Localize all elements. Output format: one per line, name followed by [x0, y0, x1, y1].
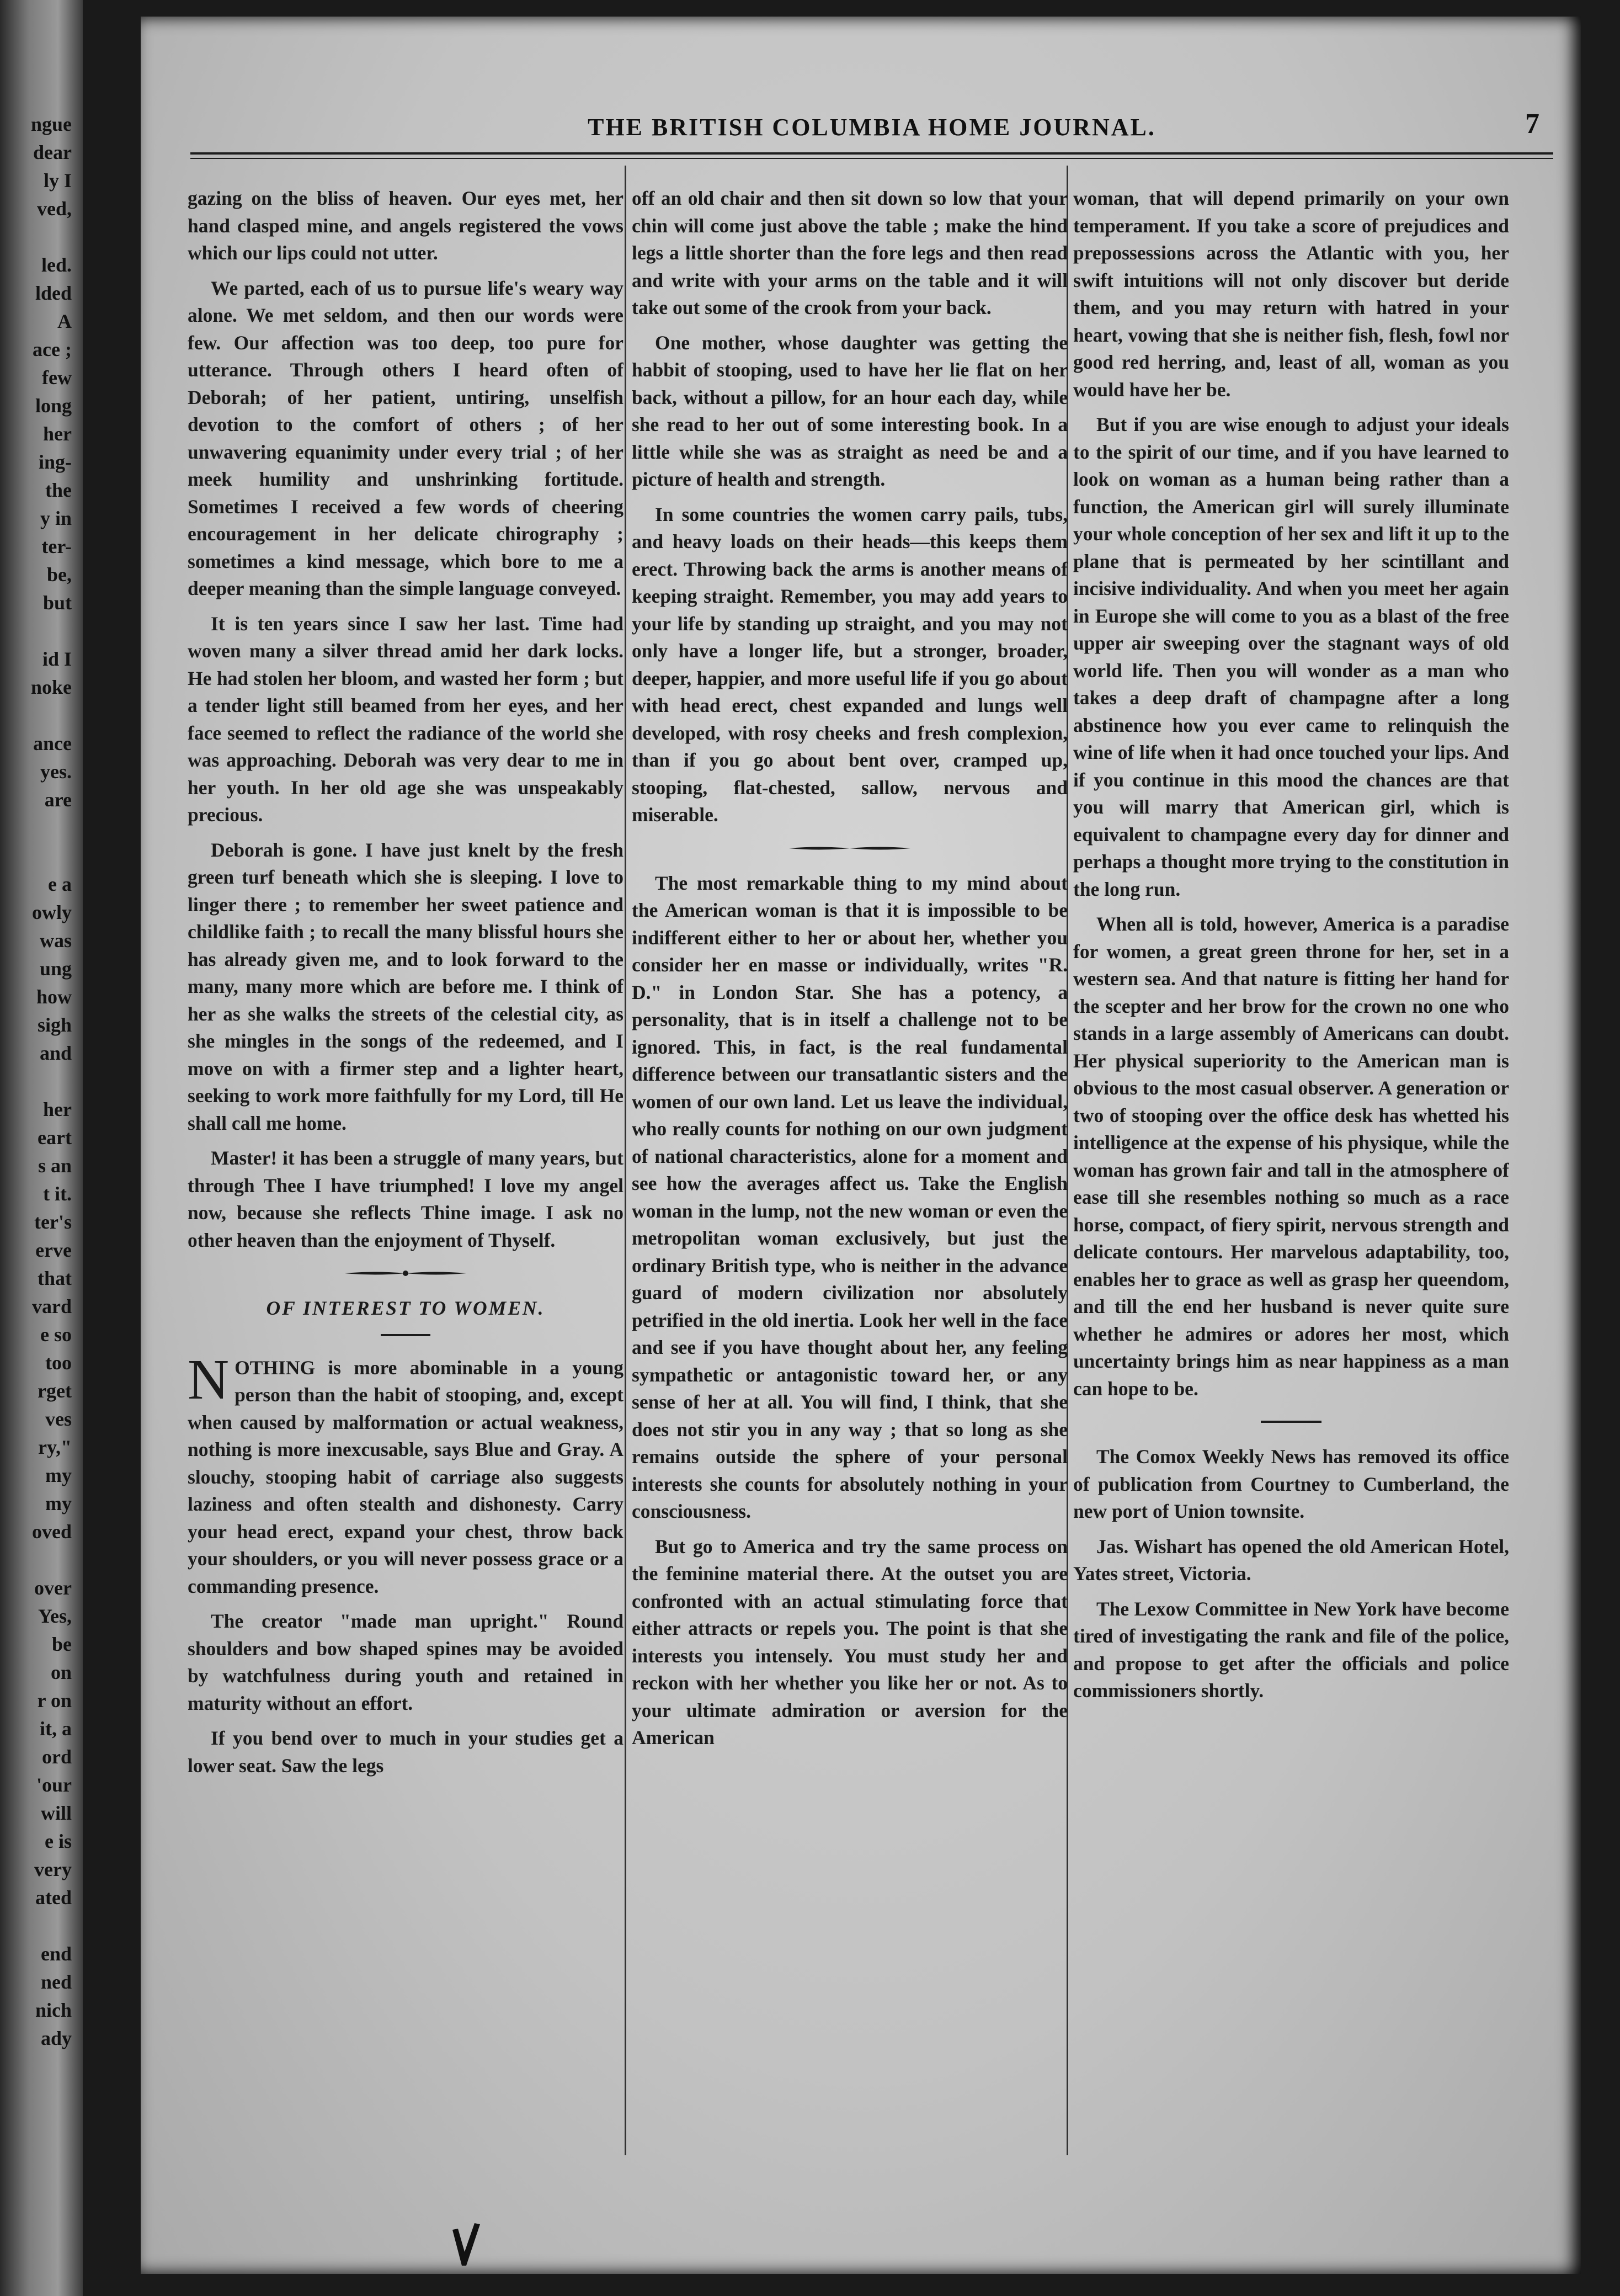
previous-page-fragment: and — [39, 1042, 72, 1064]
previous-page-fragment: was — [39, 929, 72, 952]
previous-page-fragment: ady — [40, 2027, 72, 2049]
ornament-divider — [345, 1268, 466, 1278]
paragraph: The creator "made man upright." Round shoulders and bow shaped spines may be avoided by watchfulness during youth and retained in maturity without an effort. — [188, 1610, 624, 1714]
previous-page-fragment: Yes, — [38, 1605, 72, 1627]
lead-paragraph — [188, 1347, 624, 1601]
previous-page-fragment — [0, 701, 72, 730]
previous-page-fragment: id I — [42, 648, 72, 670]
previous-page-fragment: over — [34, 1577, 72, 1599]
previous-page-fragment: be, — [47, 564, 72, 586]
previous-page-fragment — [0, 1067, 72, 1096]
previous-page-fragment: noke — [30, 676, 72, 698]
previous-page-fragment: ter's — [34, 1211, 72, 1233]
previous-page-fragment: ves — [45, 1408, 72, 1430]
journal-title: THE BRITISH COLUMBIA HOME JOURNAL. — [588, 114, 1156, 141]
previous-page-fragment: oved — [32, 1521, 72, 1543]
column-rule-1 — [625, 166, 626, 2155]
previous-page-fragment: erve — [35, 1239, 72, 1261]
previous-page-fragment — [0, 1912, 72, 1940]
previous-page-fragment: lded — [35, 282, 72, 304]
paragraph: But if you are wise enough to adjust your ideals to the spirit of our time, and if you have learned to look on woman as a human being rather than a function, the American girl will surely illuminate your whole conception of her sex and lift it up to the plane that is permeated by her scintillant and incisive individuality. And when you meet her again in Europe she will come to you as a blast of the free upper air sweeping over the stagnant ways of old world life. Then you will wonder as a man who takes a deep draft of champagne after a long abstinence how you ever came to relinquish the wine of life when it had once touched your lips. And if you continue in this mood the chances are that you will marry that American girl, which is equivalent to champagne every day for dinner and perhaps a thought more trying to the constitution in the long run. — [1073, 413, 1509, 900]
previous-page-fragment: be — [52, 1633, 72, 1655]
previous-page-fragment: ly I — [43, 169, 72, 192]
previous-page-fragment: that — [38, 1267, 72, 1289]
paragraph: The Comox Weekly News has removed its office of publication from Courtney to Cumberland, the new port of Union townsite. — [1073, 1445, 1509, 1522]
previous-page-fragment: A — [57, 310, 72, 332]
drop-cap: N — [188, 1347, 230, 1411]
previous-page-fragment: ord — [42, 1746, 72, 1768]
paragraph: If you bend over to much in your studies get a lower seat. Saw the legs — [188, 1727, 624, 1777]
previous-page-fragment: ance — [33, 732, 72, 754]
previous-page-fragment: how — [36, 986, 72, 1008]
previous-page-fragment — [0, 223, 72, 251]
previous-page-fragment: s an — [38, 1155, 72, 1177]
paragraph: The Lexow Committee in New York have become tired of investigating the rank and file of the police, and propose to get after the officials and police commissioners shortly. — [1073, 1597, 1509, 1702]
previous-page-fragment: 'our — [36, 1774, 72, 1796]
previous-page-fragment: e is — [45, 1830, 72, 1852]
paragraph: woman, that will depend primarily on your own temperament. If you take a score of prejudices and prepossessions across the Atlantic with you, her swift intuitions will not only discover but deride them, and you may return with hatred in your heart, vowing that she is neither fish, flesh, fowl nor good red herring, and, least of all, woman as you would have her be. — [1073, 187, 1509, 401]
lead-paragraph-text: OTHING is more abominable in a young person than the habit of stooping, and, except when caused by malformation or actual weakness, nothing is more inexcusable, says Blue and Gray. A slouchy, stooping habit of carriage also suggests laziness and often stealth and dishonesty. Carry your head erect, expand your chest, throw back your shoulders, or you will never possess grace or a commanding presence. — [188, 1356, 624, 1597]
previous-page-fragment: the — [45, 479, 72, 501]
previous-page-fragment — [0, 1546, 72, 1574]
previous-page-fragment: ung — [39, 958, 72, 980]
paragraph: Master! it has been a struggle of many years, but through Thee I have triumphed! I love my angel now, because she reflects Thine image. I ask no other heaven than the enjoyment of Thyself. — [188, 1147, 624, 1251]
column-3 — [1073, 185, 1509, 2164]
previous-page-fragment: long — [35, 395, 72, 417]
previous-page-fragment: too — [45, 1352, 72, 1374]
previous-page-fragment: it, a — [40, 1718, 72, 1740]
column-1 — [188, 185, 624, 2164]
previous-page-fragment: end — [40, 1943, 72, 1965]
previous-page-fragment: eart — [38, 1126, 72, 1149]
paragraph: gazing on the bliss of heaven. Our eyes met, her hand clasped mine, and angels registered the vows which our lips could not utter. — [188, 187, 624, 264]
ornament-divider — [789, 843, 910, 853]
previous-page-fragment: ter- — [41, 535, 72, 557]
paragraph: off an old chair and then sit down so low that your chin will come just above the table ; make the hind legs a little shorter than the fore legs and then read and write with your arms on the table and it will take out some of the crook from your back. — [632, 187, 1068, 318]
previous-page-fragment: rget — [38, 1380, 72, 1402]
previous-page-fragment: e so — [40, 1324, 72, 1346]
ink-blot-mark — [450, 2219, 483, 2268]
previous-page-fragment: ated — [35, 1886, 72, 1909]
newspaper-page — [141, 17, 1581, 2274]
paragraph: When all is told, however, America is a paradise for women, a great green throne for her, set in a western sea. And that nature is fitting her hand for the scepter and her brow for the crown no one who stands in a large assembly of Americans can doubt. Her physical superiority to the American man is obvious to the most casual observer. A generation or two of stooping over the office desk has whetted his intelligence at the expense of his physique, while the woman has grown fair and tall in the atmosphere of ease till she resembles nothing so much as a race horse, compact, of fiery spirit, nervous strength and delicate contours. Her marvelous adaptability, too, enables her to grace as well as grasp her queendom, and till the end her husband is never quite sure whether he admires or adores her most, which uncertainty brings him as near happiness as a man can hope to be. — [1073, 913, 1509, 1400]
previous-page-fragment: her — [43, 423, 72, 445]
previous-page-fragment: ngue — [30, 113, 72, 135]
previous-page-fragment: but — [42, 592, 72, 614]
previous-page-fragment: my — [45, 1492, 72, 1514]
page-number: 7 — [1525, 108, 1539, 140]
paragraph: One mother, whose daughter was getting the habbit of stooping, used to have her lie flat on her back, without a pillow, for an hour each day, while she read to her out of some interesting book. In a little while she was as straight as need be and a picture of health and strength. — [632, 331, 1068, 490]
paragraph: But go to America and try the same process on the feminine material there. At the outset you are confronted with an actual stimulating force that either attracts or repels you. The point is that she interests you intensely. You must study her and reckon with her whether you like her or not. As to your ultimate admiration or aversion for the American — [632, 1535, 1068, 1748]
previous-page-fragment: ned — [40, 1971, 72, 1993]
header-rule — [190, 152, 1553, 155]
previous-page-fragment — [0, 842, 72, 870]
previous-page-fragment: ing- — [38, 451, 72, 473]
previous-page-fragment: will — [40, 1802, 72, 1824]
header-rule-thin — [190, 158, 1553, 159]
previous-page-fragment: sigh — [37, 1014, 72, 1036]
paragraph: Deborah is gone. I have just knelt by the fresh green turf beneath which she is sleeping. I love to linger there ; to remember her sweet patience and childlike faith ; to recall the many blissful hours she has already given me, and to look forward to the many, many more which are before me. I think of her as she walks the streets of the celestial city, as she mingles in the songs of the redeemed, and I move on with a firmer step and a lighter heart, seeking to work more faithfully for my Lord, till He shall call me home. — [188, 838, 624, 1134]
paragraph: Jas. Wishart has opened the old American Hotel, Yates street, Victoria. — [1073, 1535, 1509, 1585]
previous-page-fragment: owly — [32, 901, 72, 923]
previous-page-fragment: yes. — [40, 761, 72, 783]
paragraph: It is ten years since I saw her last. Time had woven many a silver thread amid her dark locks. He had stolen her bloom, and wasted her form ; but a tender light still beamed from her eyes, and her face seemed to reflect the radiance of the world she was approaching. Deborah was very dear to me in her youth. In her old age she was unspeakably precious. — [188, 612, 624, 826]
previous-page-fragment: dear — [33, 141, 72, 163]
paragraph: In some countries the women carry pails, tubs, and heavy loads on their heads—this keeps them erect. Throwing back the arms is another means of keeping straight. Remember, you may add years to your life by standing up straight, and you may not only have a longer life, but a stronger, broader, deeper, happier, and more useful life if you go about with head erect, chest expanded and lungs well developed, with rosy cheeks and fresh complexion, than if you go about bent over, cramped up, stooping, flat-chested, sallow, nervous and miserable. — [632, 503, 1068, 826]
previous-page-fragment — [0, 617, 72, 645]
previous-page-fragment: on — [50, 1661, 72, 1683]
previous-page-fragment: ry," — [38, 1436, 72, 1458]
previous-page-fragment: very — [34, 1858, 72, 1880]
previous-page-fragment: t it. — [43, 1183, 72, 1205]
previous-page-edge — [0, 0, 83, 2296]
previous-page-fragment: ace ; — [33, 338, 72, 360]
paragraph: The most remarkable thing to my mind about the American woman is that it is impossible to be indifferent either to her or about her, whether you consider her en masse or individually, writes "R. D." in London Star. She has a potency, a personality, that is in itself a challenge not to be ignored. This, in fact, is the real fundamental difference between our transatlantic sisters and the women of our own land. Let us leave the individual, who really counts for nothing on our own judgment of national characteristics, alone for a moment and see how the averages affect us. Take the English woman in the lump, not the new woman or even the metropolitan woman exclusively, but just the ordinary British type, who is neither in the advance guard of modern civilization nor absolutely petrified in the old inertia. Look her well in the face and see if you have thought about her, any feeling sympathetic or antagonistic toward her, or any sense of her at all. You will find, I think, that she does not stir you in any way ; that so long as she remains outside the sphere of your personal interests she counts for absolutely nothing in your consciousness. — [632, 871, 1068, 1522]
previous-page-fragment: y in — [40, 507, 72, 529]
paragraph: We parted, each of us to pursue life's weary way alone. We met seldom, and then our words were few. Our affection was too deep, too pure for utterance. Through others I heard often of Deborah; of her patient, untiring, unselfish devotion to the comfort of others ; of her unwavering equanimity under every trial ; of her meek humility and unshrinking fortitude. Sometimes I received a few words of cheering encouragement in her delicate chirography ; sometimes a kind message, which bore to me a deeper meaning than the simple language conveyed. — [188, 277, 624, 599]
previous-page-fragment: r on — [37, 1689, 72, 1712]
previous-page-fragment: vard — [32, 1295, 72, 1317]
previous-page-fragment: e a — [48, 873, 72, 895]
previous-page-fragment: my — [45, 1464, 72, 1486]
previous-page-fragment: nich — [35, 1999, 72, 2021]
previous-page-fragment: ved, — [37, 198, 72, 220]
section-title-rule — [364, 1330, 447, 1340]
section-title: OF INTEREST TO WOMEN. — [266, 1297, 545, 1319]
column-2 — [632, 185, 1068, 2164]
previous-page-fragment — [0, 814, 72, 842]
ornament-divider — [1230, 1417, 1352, 1427]
previous-page-fragment: her — [43, 1098, 72, 1120]
previous-page-fragment: few — [42, 366, 72, 389]
running-header — [190, 108, 1553, 146]
previous-page-text — [0, 110, 72, 2053]
previous-page-fragment: led. — [41, 254, 72, 276]
previous-page-fragment: are — [44, 789, 72, 811]
